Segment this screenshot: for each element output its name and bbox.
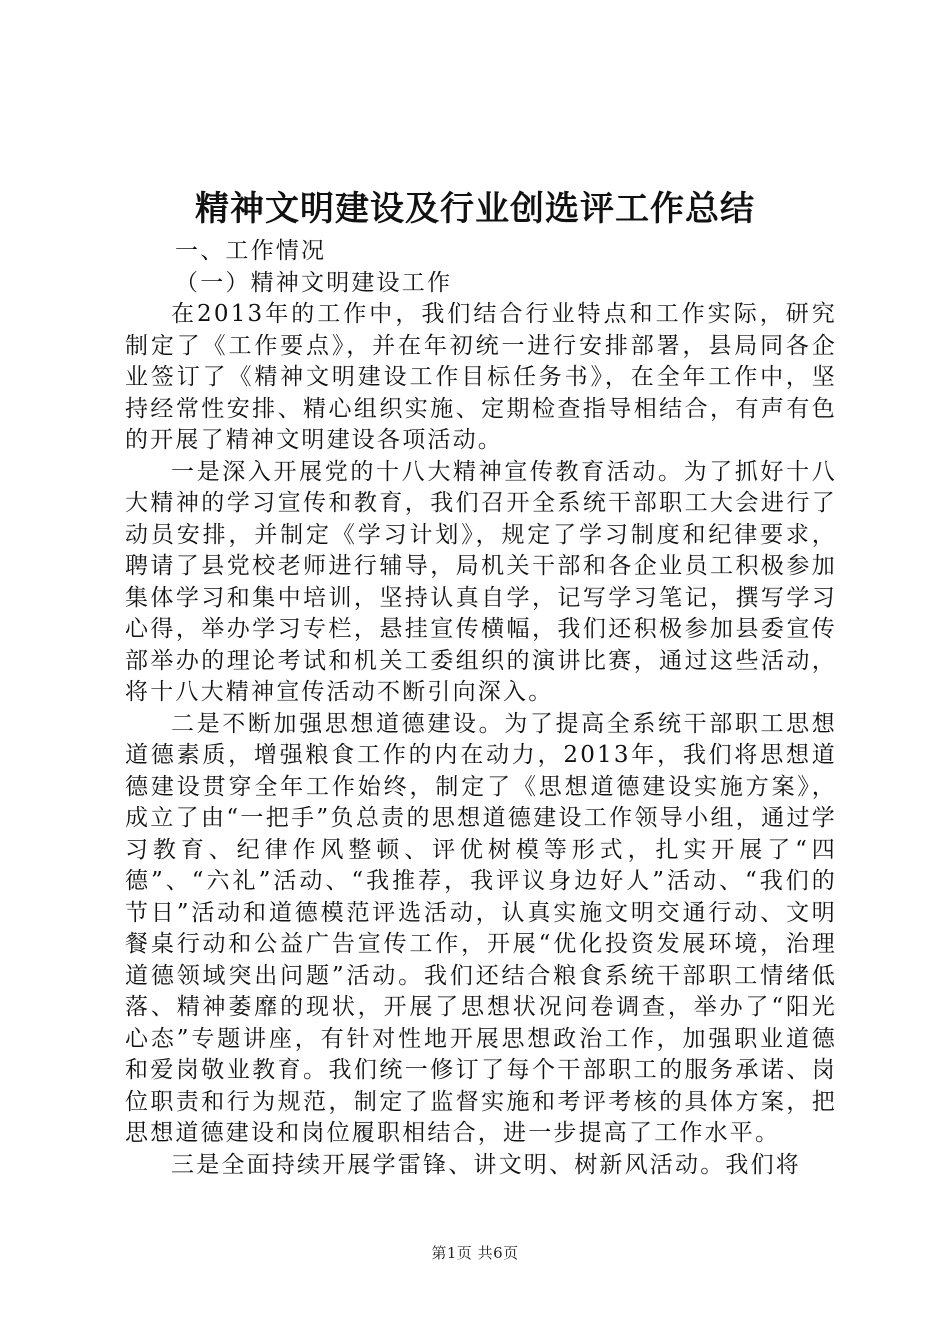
section-heading: 一、工作情况 [175,238,327,264]
paragraph-item-3: 三是全面持续开展学雷锋、讲文明、树新风活动。我们将 [171,1151,801,1178]
document-title: 精神文明建设及行业创选评工作总结 [195,189,755,229]
document-body [125,236,837,1181]
page-footer: 第1页 共6页 [431,1244,519,1262]
paragraph-item-1: 一是深入开展党的十八大精神宣传教育活动。为了抓好十八大精神的学习宣传和教育，我们召开全系统干部职工大会进行了动员安排，并制定《学习计划》，规定了学习制度和纪律要求，聘请了县党校老师进行辅导，局机关干部和各企业员工积极参加集体学习和集中培训，坚持认真自学，记写学习笔记，撰写学习心得，举办学习专栏，悬挂宣传横幅，我们还积极参加县委宣传部举办的理论考试和机关工委组织的演讲比赛，通过这些活动，将十八大精神宣传活动不断引向深入。 [125,458,837,705]
paragraph-intro: 在2013年的工作中，我们结合行业特点和工作实际，研究制定了《工作要点》，并在年初统一进行安排部署，县局同各企业签订了《精神文明建设工作目标任务书》，在全年工作中，坚持经常性安排、精心组织实施、定期检查指导相结合，有声有色的开展了精神文明建设各项活动。 [125,301,837,453]
paragraph-item-2: 二是不断加强思想道德建设。为了提高全系统干部职工思想道德素质，增强粮食工作的内在动力，2013年，我们将思想道德建设贯穿全年工作始终，制定了《思想道德建设实施方案》，成立了由“一把手”负总责的思想道德建设工作领导小组，通过学习教育、纪律作风整顿、评优树模等形式，扎实开展了“四德”、“六礼”活动、“我推荐，我评议身边好人”活动、“我们的节日”活动和道德模范评选活动，认真实施文明交通行动、文明餐桌行动和公益广告宣传工作，开展“优化投资发展环境，治理道德领域突出问题”活动。我们还结合粮食系统干部职工情绪低落、精神萎靡的现状，开展了思想状况问卷调查，举办了“阳光心态”专题讲座，有针对性地开展思想政治工作，加强职业道德和爱岗敬业教育。我们统一修订了每个干部职工的服务承诺、岗位职责和行为规范，制定了监督实施和考评考核的具体方案，把思想道德建设和岗位履职相结合，进一步提高了工作水平。 [125,710,837,1146]
subsection-heading: （一）精神文明建设工作 [175,269,453,296]
